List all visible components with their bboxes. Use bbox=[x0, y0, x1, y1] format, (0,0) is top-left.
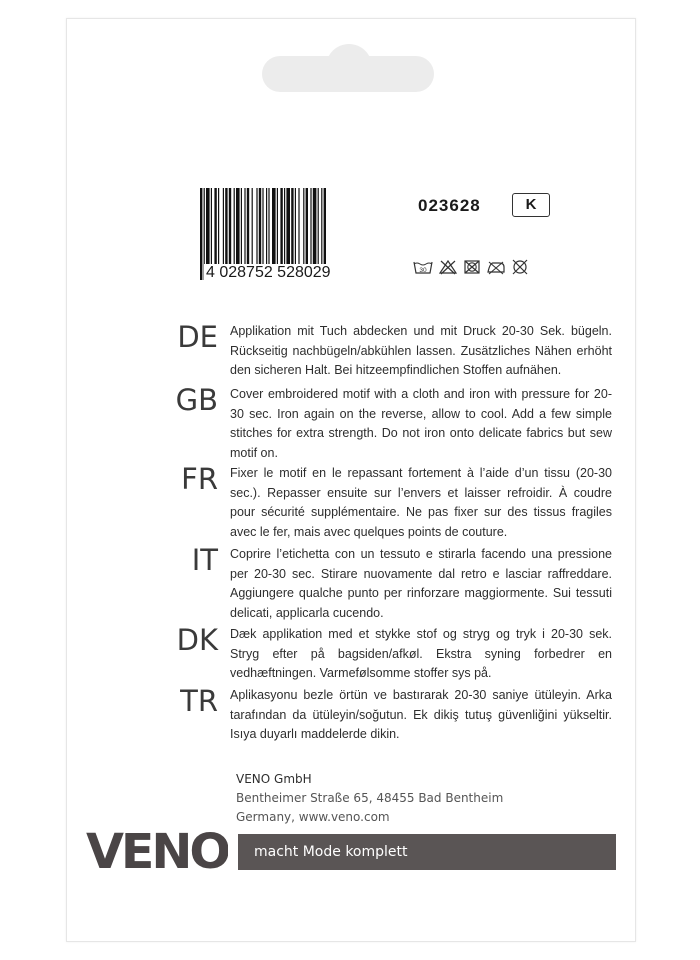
company-name: VENO GmbH bbox=[236, 772, 312, 786]
company-address bbox=[236, 770, 503, 827]
language-code: DE bbox=[177, 320, 218, 354]
language-code: DK bbox=[176, 623, 218, 657]
barcode-bar bbox=[313, 188, 317, 268]
instruction-text: Fixer le motif en le repassant fortement à l’aide d’un tissu (20-30 sec.). Repasser ensuite sur l’envers et laisser refroidir. À coudre pour sécurité supplémentaire. Ne pas fixer sur des tissus fragiles avec le fer, mais avec quelques points de couture. bbox=[230, 466, 612, 539]
barcode-bar bbox=[295, 188, 296, 268]
barcode-bar bbox=[214, 188, 216, 268]
care-symbols bbox=[413, 258, 529, 276]
barcode-bar bbox=[318, 188, 319, 268]
article-number: 023628 bbox=[418, 196, 481, 215]
no-iron-icon bbox=[486, 259, 506, 275]
company-street: Bentheimer Straße 65, 48455 Bad Bentheim bbox=[236, 791, 504, 805]
wash-30-icon bbox=[413, 259, 433, 275]
no-dry-clean-icon bbox=[511, 259, 529, 275]
barcode-bar bbox=[218, 188, 219, 268]
barcode-bar bbox=[286, 188, 290, 268]
veno-logo bbox=[86, 828, 228, 874]
instruction-text: Aplikasyonu bezle örtün ve bastırarak 20-30 saniye ütüleyin. Arka tarafından da ütüleyin/soğutun. Ek dikiş tutuş güvenliğini yükseltir. Isıya duyarlı maddelerde dikin. bbox=[230, 688, 612, 741]
barcode-bar bbox=[310, 188, 311, 268]
company-country-web: Germany, www.veno.com bbox=[236, 810, 390, 824]
barcode-bar bbox=[277, 188, 278, 268]
barcode-bar bbox=[211, 188, 212, 268]
barcode-bar bbox=[256, 188, 257, 268]
barcode-bar bbox=[272, 188, 276, 268]
barcode-bar bbox=[291, 188, 293, 268]
instruction-text: Dæk applikation med et stykke stof og stryg og tryk i 20-30 sek. Stryg efter på bagsiden/afkøl. Ekstra syning forbedrer en vedhæftningen. Varmefølsomme stoffer sys på. bbox=[230, 627, 612, 680]
barcode-bar bbox=[247, 188, 249, 268]
wash-temperature-label: 30 bbox=[419, 267, 427, 274]
logo-wordmark: VENO bbox=[86, 828, 228, 874]
barcode-bar bbox=[252, 188, 253, 268]
instruction-text: Cover embroidered motif with a cloth and iron with pressure for 20-30 sec. Iron again on the reverse, allow to cool. Add a few simple stitches for extra strength. Do not iron onto delicate fabrics but sew motif on. bbox=[230, 387, 612, 460]
no-bleach-icon bbox=[438, 259, 458, 275]
barcode-bar bbox=[223, 188, 224, 268]
barcode-bar bbox=[225, 188, 227, 268]
barcode-bar bbox=[241, 188, 242, 268]
barcode-bar bbox=[236, 188, 240, 268]
barcode-digits: 4 028752 528029 bbox=[206, 264, 331, 281]
barcode-bar bbox=[280, 188, 282, 268]
slogan-bar: macht Mode komplett bbox=[238, 834, 616, 870]
instruction-text: Applikation mit Tuch abdecken und mit Druck 20-30 Sek. bügeln. Rückseitig nachbügeln/abkühlen lassen. Zusätzliches Nähen erhöht den sicheren Halt. Bei hitzeempfindlichen Stoffen aufnähen. bbox=[230, 324, 612, 377]
barcode-bar bbox=[200, 188, 202, 280]
barcode-bar bbox=[303, 188, 304, 268]
barcode-bar bbox=[234, 188, 235, 268]
barcode-bar bbox=[268, 188, 269, 268]
barcode-bar bbox=[229, 188, 231, 268]
barcode-bar bbox=[306, 188, 308, 268]
language-code: GB bbox=[175, 383, 218, 417]
hang-hole bbox=[262, 56, 434, 92]
language-code: FR bbox=[181, 462, 218, 496]
barcode-bar bbox=[298, 188, 299, 268]
language-code: IT bbox=[191, 543, 218, 577]
size-badge: K bbox=[512, 193, 550, 217]
instruction-text: Coprire l’etichetta con un tessuto e stirarla facendo una pressione per 20-30 sec. Stirare nuovamente dal retro e lasciar raffreddare. Aggiungere qualche punto per rinforzare maggiormente. Sui tessuti delicati, applicarla cucendo. bbox=[230, 547, 612, 620]
barcode-bar bbox=[244, 188, 245, 268]
barcode-bar bbox=[259, 188, 261, 268]
barcode-bar bbox=[206, 188, 210, 268]
language-code: TR bbox=[180, 684, 218, 718]
barcode-bar bbox=[284, 188, 285, 268]
no-tumble-dry-icon bbox=[463, 259, 481, 275]
